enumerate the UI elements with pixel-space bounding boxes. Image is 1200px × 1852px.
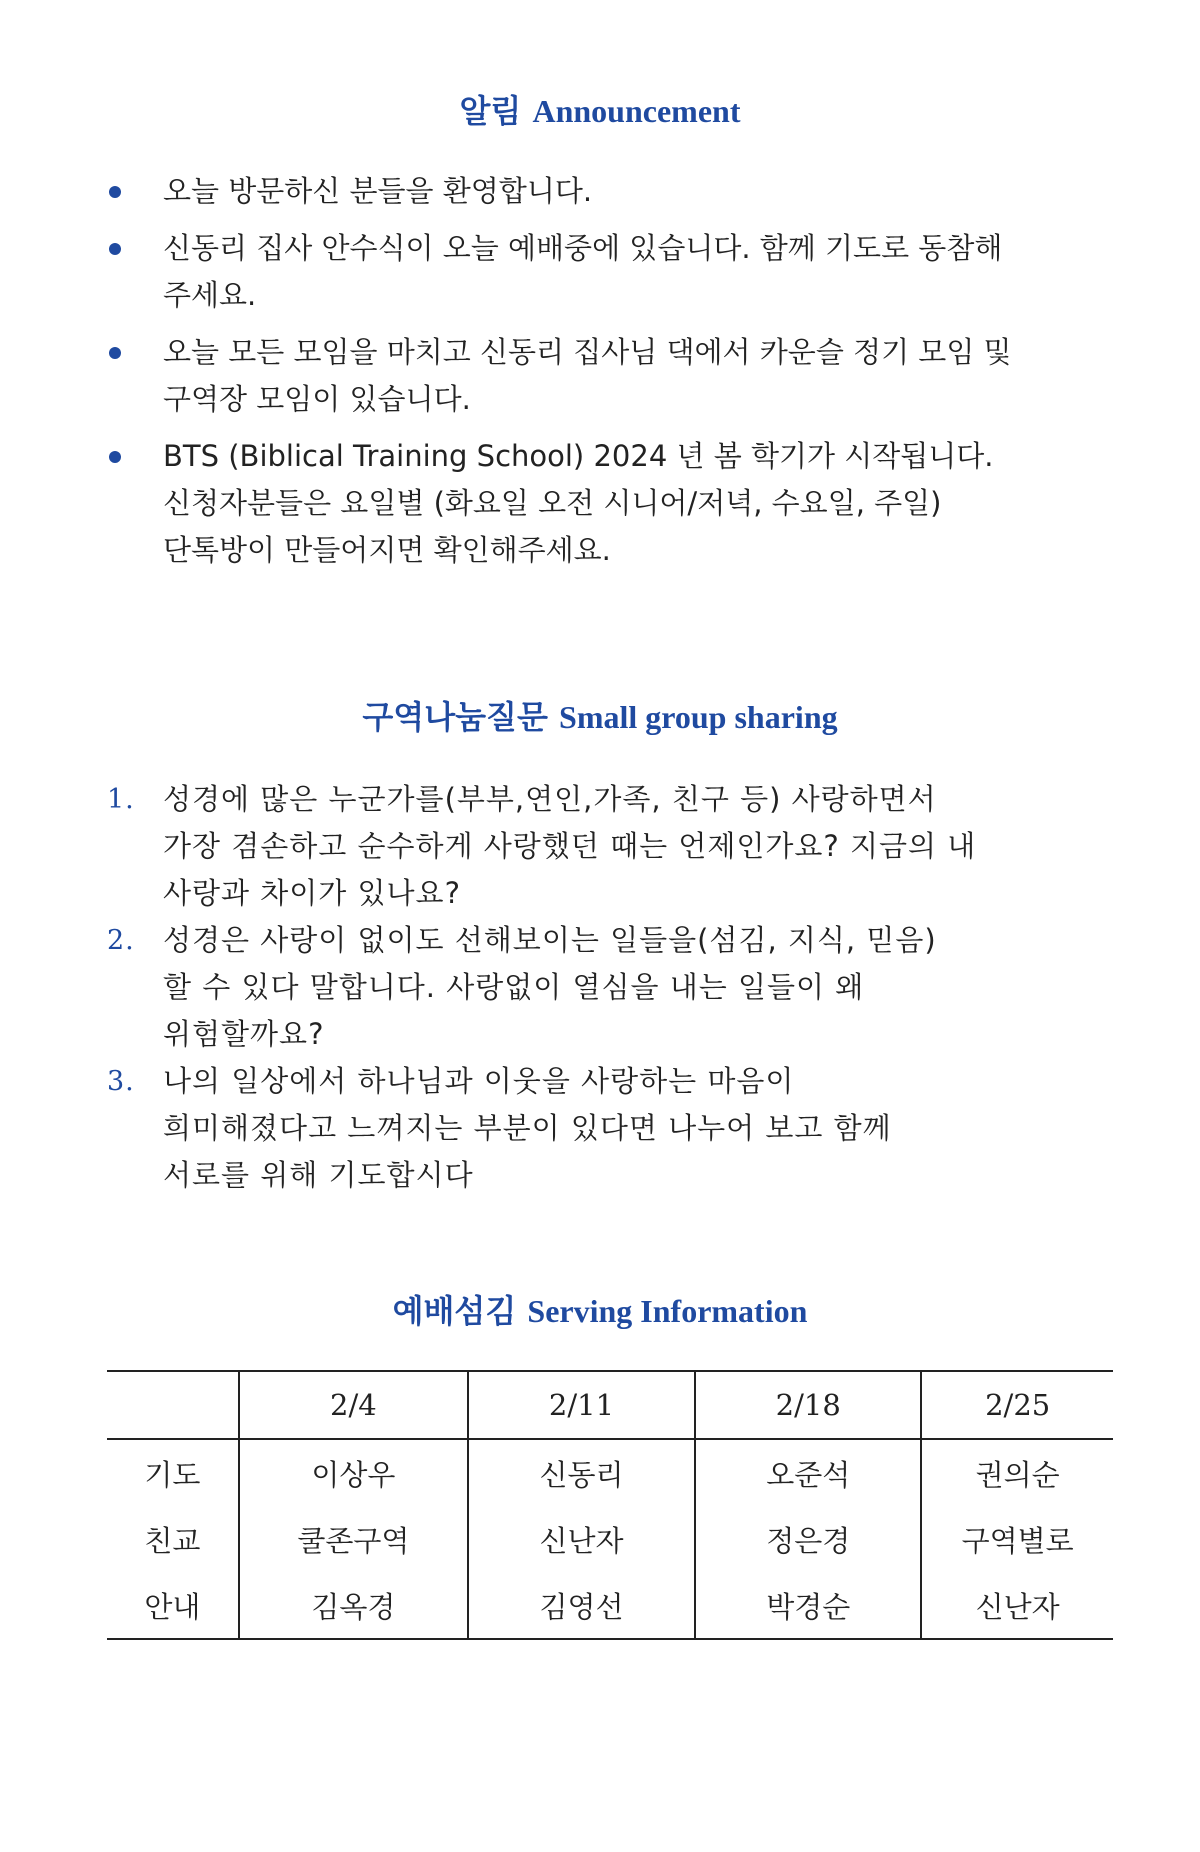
question-item <box>105 1058 1115 1199</box>
question-item <box>105 917 1115 1058</box>
bullet-icon <box>109 186 121 198</box>
serving-table <box>107 1370 1113 1640</box>
question-item <box>105 776 1115 917</box>
table-cell: 쿨존구역 <box>239 1506 468 1572</box>
table-row <box>107 1439 1113 1506</box>
table-row <box>107 1506 1113 1572</box>
sharing-question-list <box>105 776 1115 1199</box>
table-cell: 신난자 <box>468 1506 695 1572</box>
role-cell: 기도 <box>144 1457 201 1492</box>
role-cell: 친교 <box>144 1523 201 1558</box>
role-cell: 안내 <box>107 1572 239 1639</box>
announcement-text: BTS (Biblical Training School) 2024 년 봄 학기가 시작됩니다. 신청자분들은 요일별 (화요일 오전 시니어/저녁, 수요일, 주일) 단톡방이 만들어지면 확인해주세요. <box>163 439 994 567</box>
question-number: 1. <box>107 784 135 815</box>
announcement-title <box>0 86 1200 132</box>
table-header-cell: 2/4 <box>239 1371 468 1439</box>
serving-title <box>0 1286 1200 1332</box>
question-text: 성경에 많은 누군가를(부부,연인,가족, 친구 등) 사랑하면서 가장 겸손하고 순수하게 사랑했던 때는 언제인가요? 지금의 내 사랑과 차이가 있나요? <box>163 782 977 910</box>
list-item <box>105 225 1105 319</box>
question-number: 2. <box>107 925 135 956</box>
sharing-title <box>0 692 1200 738</box>
table-header-row <box>107 1371 1113 1439</box>
table-cell: 김옥경 <box>239 1572 468 1639</box>
table-cell: 박경순 <box>695 1572 921 1639</box>
serving-title-en: Serving Information <box>527 1293 808 1329</box>
bullet-icon <box>109 243 121 255</box>
list-item <box>105 168 1105 215</box>
table-cell: 구역별로 <box>921 1506 1113 1572</box>
question-text: 나의 일상에서 하나님과 이웃을 사랑하는 마음이 희미해졌다고 느껴지는 부분이 있다면 나누어 보고 함께 서로를 위해 기도합시다 <box>163 1064 892 1192</box>
list-item <box>105 329 1105 423</box>
question-number: 3. <box>107 1066 135 1097</box>
table-header-cell: 2/18 <box>695 1371 921 1439</box>
table-row <box>107 1572 1113 1639</box>
bullet-icon <box>109 451 121 463</box>
table-cell: 정은경 <box>695 1506 921 1572</box>
table-header-cell: 2/11 <box>468 1371 695 1439</box>
table-cell: 신난자 <box>921 1572 1113 1639</box>
list-item <box>105 433 1105 574</box>
sharing-title-en: Small group sharing <box>559 699 838 735</box>
announcement-title-en: Announcement <box>532 93 741 129</box>
announcement-title-ko: 알림 <box>459 92 522 130</box>
table-cell: 김영선 <box>468 1572 695 1639</box>
announcement-text: 신동리 집사 안수식이 오늘 예배중에 있습니다. 함께 기도로 동참해 주세요. <box>163 231 1003 312</box>
table-cell: 권의순 <box>921 1439 1113 1506</box>
announcement-text: 오늘 모든 모임을 마치고 신동리 집사님 댁에서 카운슬 정기 모임 및 구역장 모임이 있습니다. <box>163 335 1012 416</box>
table-cell: 신동리 <box>468 1439 695 1506</box>
announcement-list <box>105 168 1105 584</box>
table-header-cell <box>107 1371 239 1439</box>
sharing-title-ko: 구역나눔질문 <box>362 698 548 736</box>
serving-title-ko: 예배섬김 <box>392 1292 517 1330</box>
table-cell: 이상우 <box>239 1439 468 1506</box>
announcement-text: 오늘 방문하신 분들을 환영합니다. <box>163 174 593 208</box>
question-text: 성경은 사랑이 없이도 선해보이는 일들을(섬김, 지식, 믿음) 할 수 있다 말합니다. 사랑없이 열심을 내는 일들이 왜 위험할까요? <box>163 923 937 1051</box>
table-header-cell: 2/25 <box>921 1371 1113 1439</box>
bullet-icon <box>109 347 121 359</box>
table-cell: 오준석 <box>695 1439 921 1506</box>
